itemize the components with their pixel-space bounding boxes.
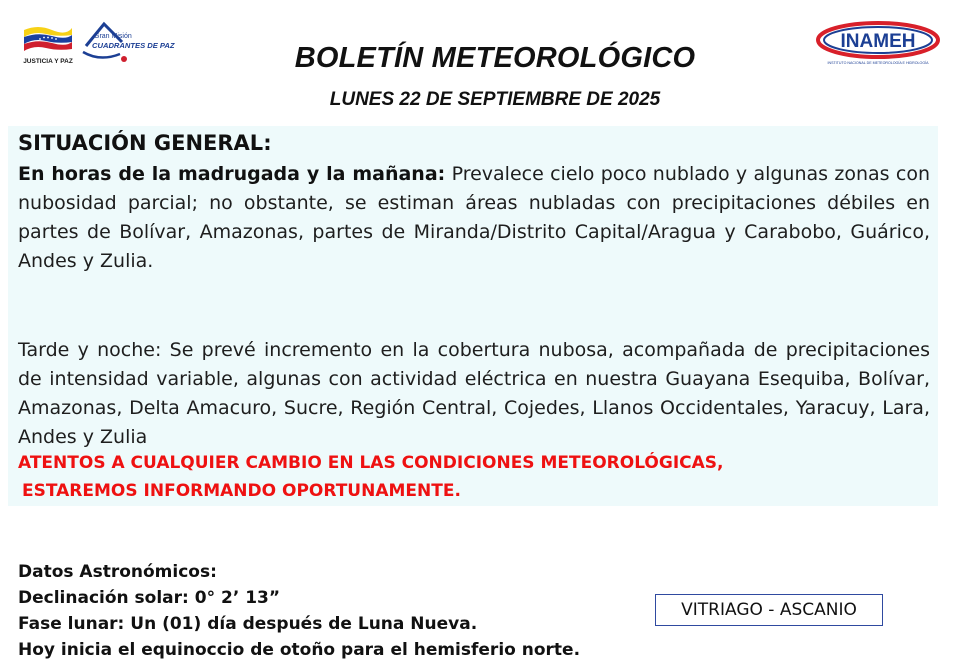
solar-declination: Declinación solar: 0° 2’ 13”: [18, 588, 281, 608]
mision-line2: CUADRANTES DE PAZ: [92, 41, 175, 50]
equinox-note: Hoy inicia el equinoccio de otoño para el hemisferio norte.: [18, 640, 581, 660]
bulletin-date: LUNES 22 DE SEPTIEMBRE DE 2025: [329, 89, 661, 110]
inameh-text: INAMEH: [840, 31, 916, 52]
alert-line-2: ESTAREMOS INFORMANDO OPORTUNAMENTE.: [22, 481, 461, 501]
mision-line1: Gran Misión: [94, 33, 132, 40]
situation-heading: SITUACIÓN GENERAL:: [18, 131, 272, 155]
author-signature: VITRIAGO - ASCANIO: [655, 594, 883, 626]
moon-phase: Fase lunar: Un (01) día después de Luna Nueva.: [18, 614, 478, 634]
morning-forecast: [18, 160, 930, 276]
inameh-subtitle: INSTITUTO NACIONAL DE METEOROLOGÍA E HIDROLOGÍA: [827, 61, 929, 65]
morning-text: Prevalece cielo poco nublado y algunas zonas con nubosidad parcial; no obstante, se estiman áreas nubladas con precipitaciones débiles en partes de Bolívar, Amazonas, partes de Miranda/Distrito Capital/Aragua y Carabobo, Guárico, Andes y Zulia.: [18, 163, 930, 272]
afternoon-forecast: Tarde y noche: Se prevé incremento en la cobertura nubosa, acompañada de precipitaciones de intensidad variable, algunas con actividad eléctrica en nuestra Guayana Esequiba, Bolívar, Amazonas, Delta Amacuro, Sucre, Región Central, Cojedes, Llanos Occidentales, Yaracuy, Lara, Andes y Zulia: [18, 339, 930, 448]
justicia-caption: JUSTICIA Y PAZ: [23, 58, 73, 65]
astronomy-heading: Datos Astronómicos:: [18, 562, 217, 582]
alert-line-1: ATENTOS A CUALQUIER CAMBIO EN LAS CONDICIONES METEOROLÓGICAS,: [18, 453, 724, 473]
bulletin-title: BOLETÍN METEOROLÓGICO: [294, 42, 696, 74]
morning-lead: En horas de la madrugada y la mañana:: [18, 163, 446, 185]
